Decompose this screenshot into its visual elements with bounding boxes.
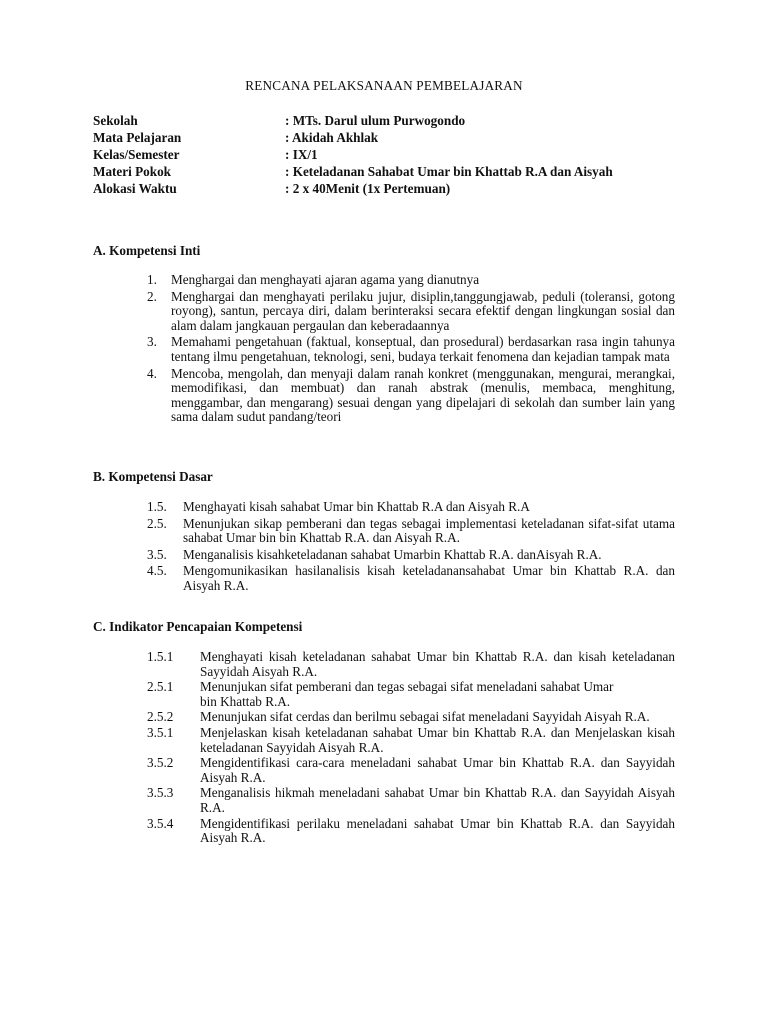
item-text: Menganalisis kisahketeladanan sahabat Umarbin Khattab R.A. danAisyah R.A. bbox=[183, 546, 602, 562]
identity-value: : MTs. Darul ulum Purwogondo bbox=[285, 113, 466, 128]
item-number: 3.5.1 bbox=[147, 724, 174, 740]
list-item bbox=[147, 756, 675, 785]
identity-row-sekolah bbox=[93, 112, 613, 129]
item-number: 1.5. bbox=[147, 499, 167, 514]
item-text: Mencoba, mengolah, dan menyaji dalam ranah konkret (menggunakan, mengurai, merangkai, memodifikasi, dan membuat) dan ranah abstrak (menulis, membaca, menghitung, menggambar, dan mengarang) sesuai dengan yang dipelajari di sekolah dan sumber lain yang sama dalam sudut pandang/teori bbox=[171, 365, 675, 425]
item-number: 3.5.4 bbox=[147, 815, 174, 831]
item-text: Menjelaskan kisah keteladanan sahabat Umar bin Khattab R.A. dan Menjelaskan kisah keteladanan Sayyidah Aisyah R.A. bbox=[200, 724, 675, 755]
list-item bbox=[147, 548, 675, 563]
item-text: Menghargai dan menghayati perilaku jujur, disiplin,tanggungjawab, peduli (toleransi, gotong royong), santun, percaya diri, dalam berinteraksi secara efektif dengan lingkungan sosial dan alam dalam jangkauan pergaulan dan keberadaannya bbox=[171, 288, 675, 333]
indikator-list bbox=[147, 650, 675, 846]
item-number: 3.5. bbox=[147, 546, 167, 562]
kompetensi-inti-list bbox=[147, 273, 675, 425]
page-title: RENCANA PELAKSANAAN PEMBELAJARAN bbox=[245, 78, 523, 93]
identity-value: : 2 x 40Menit (1x Pertemuan) bbox=[285, 181, 451, 196]
list-item bbox=[147, 710, 675, 725]
identity-value: : IX/1 bbox=[285, 147, 318, 162]
item-number: 3.5.3 bbox=[147, 785, 174, 801]
item-number: 2.5.2 bbox=[147, 709, 174, 725]
list-item bbox=[147, 290, 675, 334]
identity-table bbox=[93, 112, 613, 197]
section-heading-kompetensi-dasar: B. Kompetensi Dasar bbox=[93, 469, 213, 484]
item-text: Menghayati kisah keteladanan sahabat Umar bin Khattab R.A. dan kisah keteladanan Sayyidah Aisyah R.A. bbox=[200, 649, 675, 679]
identity-value: : Akidah Akhlak bbox=[285, 130, 379, 145]
identity-label: Sekolah bbox=[93, 113, 138, 128]
identity-row-alokasi-waktu bbox=[93, 180, 613, 197]
identity-label: Alokasi Waktu bbox=[93, 181, 177, 196]
list-item bbox=[147, 726, 675, 755]
list-item bbox=[147, 335, 675, 364]
section-heading-indikator: C. Indikator Pencapaian Kompetensi bbox=[93, 619, 303, 634]
identity-row-kelas-semester bbox=[93, 146, 613, 163]
list-item bbox=[147, 273, 675, 288]
identity-label: Materi Pokok bbox=[93, 164, 172, 179]
item-number: 2.5.1 bbox=[147, 679, 174, 695]
item-number: 2. bbox=[147, 288, 157, 304]
item-text: Mengidentifikasi perilaku meneladani sahabat Umar bin Khattab R.A. dan Sayyidah Aisyah R.A. bbox=[200, 815, 675, 846]
identity-row-materi-pokok bbox=[93, 163, 613, 180]
item-number: 3.5.2 bbox=[147, 755, 174, 771]
item-number: 1.5.1 bbox=[147, 649, 174, 664]
item-text: Mengidentifikasi cara-cara meneladani sahabat Umar bin Khattab R.A. dan Sayyidah Aisyah R.A. bbox=[200, 755, 675, 785]
identity-label: Mata Pelajaran bbox=[93, 130, 182, 145]
item-text: Memahami pengetahuan (faktual, konseptual, dan prosedural) berdasarkan rasa ingin tahunya tentang ilmu pengetahuan, teknologi, seni, budaya terkait fenomena dan kejadian tampak mata bbox=[171, 334, 675, 364]
kompetensi-dasar-list bbox=[147, 500, 675, 594]
item-text: Menganalisis hikmah meneladani sahabat Umar bin Khattab R.A. dan Sayyidah Aisyah R.A. bbox=[200, 785, 675, 815]
list-item bbox=[147, 517, 675, 546]
list-item bbox=[147, 786, 675, 815]
item-text: Menunjukan sifat pemberani dan tegas sebagai sifat meneladani sahabat Umar bin Khattab R.A. bbox=[200, 679, 614, 709]
identity-label: Kelas/Semester bbox=[93, 147, 180, 162]
item-number: 4. bbox=[147, 365, 157, 381]
item-text: Menunjukan sikap pemberani dan tegas sebagai implementasi keteladanan sifat-sifat utama sahabat Umar bin bin Khattab R.A. dan Aisyah R.A. bbox=[183, 515, 675, 546]
list-item bbox=[147, 564, 675, 593]
list-item bbox=[147, 367, 675, 425]
list-item bbox=[147, 817, 675, 846]
item-number: 4.5. bbox=[147, 563, 167, 579]
item-number: 1. bbox=[147, 272, 157, 287]
item-text: Menunjukan sifat cerdas dan berilmu sebagai sifat meneladani Sayyidah Aisyah R.A. bbox=[200, 709, 650, 725]
list-item bbox=[147, 650, 675, 679]
identity-value: : Keteladanan Sahabat Umar bin Khattab R.A dan Aisyah bbox=[285, 164, 613, 179]
item-text: Menghargai dan menghayati ajaran agama yang dianutnya bbox=[171, 272, 480, 287]
item-number: 3. bbox=[147, 334, 157, 350]
section-heading-kompetensi-inti: A. Kompetensi Inti bbox=[93, 243, 201, 258]
identity-row-mata-pelajaran bbox=[93, 129, 613, 146]
item-text: Mengomunikasikan hasilanalisis kisah keteladanansahabat Umar bin Khattab R.A. dan Aisyah R.A. bbox=[183, 563, 675, 593]
item-text: Menghayati kisah sahabat Umar bin Khattab R.A dan Aisyah R.A bbox=[183, 499, 530, 514]
list-item bbox=[147, 680, 675, 709]
item-number: 2.5. bbox=[147, 515, 167, 531]
list-item bbox=[147, 500, 675, 515]
